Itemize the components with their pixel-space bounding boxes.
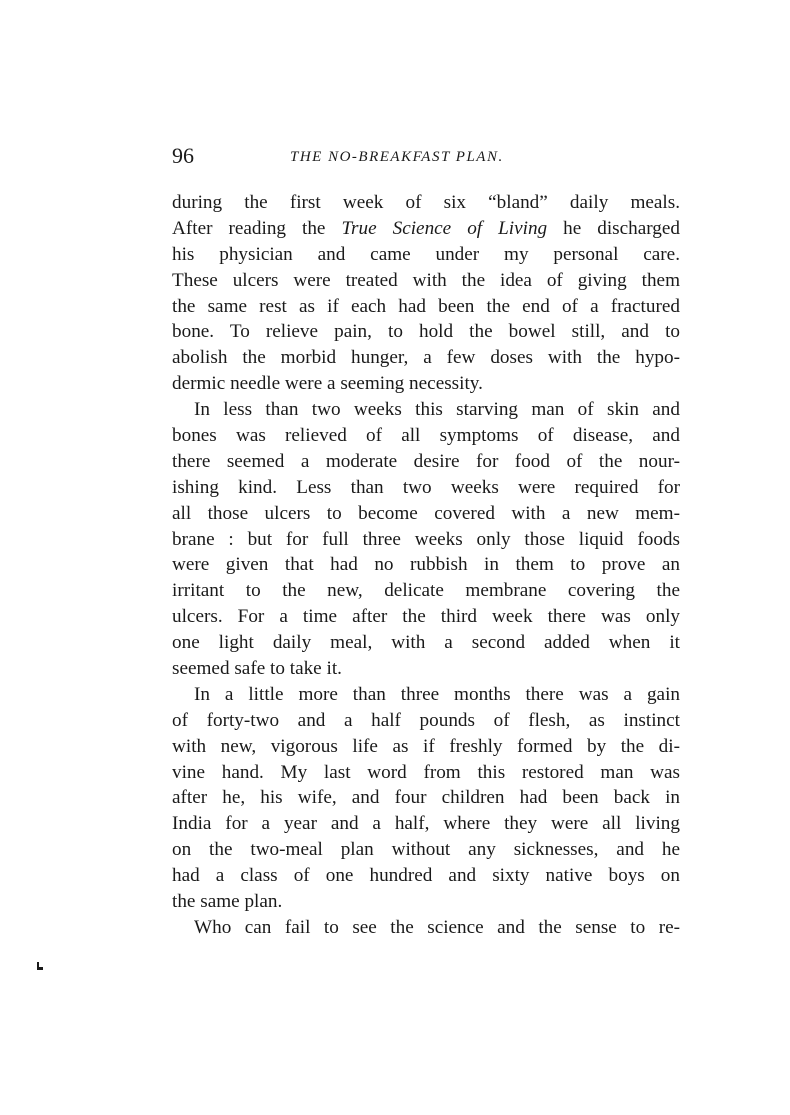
text-line: India for a year and a half, where they were all living (172, 813, 680, 835)
text-line: his physician and came under my personal care. (172, 243, 680, 265)
text-line: seemed safe to take it. (172, 658, 342, 680)
page-number: 96 (172, 143, 194, 168)
text-line: of forty-two and a half pounds of flesh, as instinct (172, 709, 680, 731)
text-line: dermic needle were a seeming necessity. (172, 373, 483, 395)
text-line: during the first week of six “bland” daily meals. (172, 192, 680, 213)
text-line: These ulcers were treated with the idea of giving them (172, 269, 680, 291)
text-line: with new, vigorous life as if freshly formed by the di- (172, 735, 680, 757)
text-line: were given that had no rubbish in them to prove an (172, 554, 680, 576)
text-line: on the two-meal plan without any sicknesses, and he (172, 839, 680, 861)
text-segment: After reading the (172, 217, 342, 239)
text-line: brane : but for full three weeks only those liquid foods (172, 528, 680, 550)
running-title: THE NO-BREAKFAST PLAN. (290, 149, 504, 165)
text-line: bones was relieved of all symptoms of disease, and (172, 425, 680, 447)
text-line: ulcers. For a time after the third week there was only (172, 606, 680, 628)
body-text (172, 190, 680, 941)
text-line: abolish the morbid hunger, a few doses with the hypo- (172, 347, 680, 369)
text-line: one light daily meal, with a second added when it (172, 632, 680, 654)
text-line: In a little more than three months there was a gain (194, 683, 680, 705)
text-line: Who can fail to see the science and the sense to re- (194, 916, 680, 938)
text-line: all those ulcers to become covered with a new mem- (172, 502, 680, 524)
text-segment: he discharged (547, 217, 681, 239)
text-line: there seemed a moderate desire for food of the nour- (172, 450, 680, 472)
running-head (172, 143, 682, 173)
text-line: bone. To relieve pain, to hold the bowel still, and to (172, 321, 680, 343)
text-line: after he, his wife, and four children had been back in (172, 787, 680, 809)
text-line: In less than two weeks this starving man of skin and (194, 399, 680, 421)
book-title: True Science of Living (341, 217, 548, 239)
ink-speck-icon (36, 962, 44, 971)
text-line: irritant to the new, delicate membrane covering the (172, 580, 680, 602)
text-line: the same rest as if each had been the end of a fractured (172, 295, 680, 317)
text-line (172, 216, 680, 242)
text-line: had a class of one hundred and sixty native boys on (172, 865, 680, 887)
text-line: vine hand. My last word from this restored man was (172, 761, 680, 783)
text-line: ishing kind. Less than two weeks were required for (172, 476, 680, 498)
text-line: the same plan. (172, 891, 283, 913)
